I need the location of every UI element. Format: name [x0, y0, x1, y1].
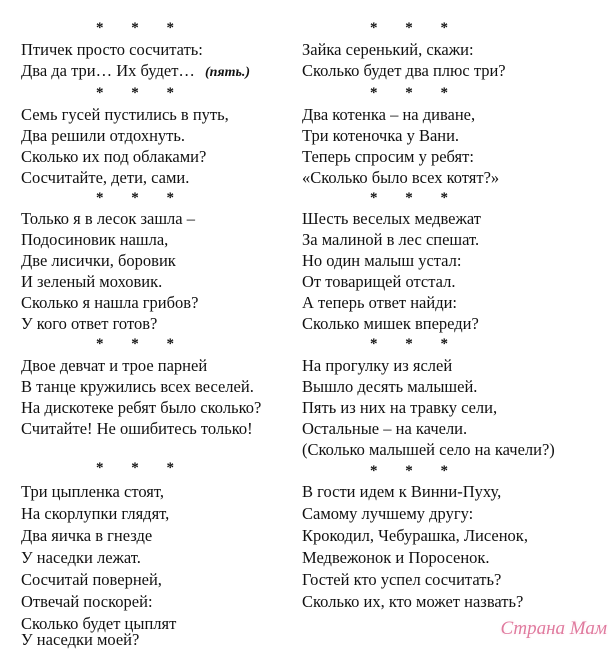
verse-line: Двое девчат и трое парней [21, 356, 208, 375]
verse-line: За малиной в лес спешат. [302, 230, 480, 249]
stars-separator: * * * [370, 336, 460, 352]
verse-line: Самому лучшему другу: [302, 504, 474, 523]
verse-line: Медвежонок и Поросенок. [302, 548, 490, 567]
verse-line: У наседки лежат. [21, 548, 141, 567]
verse-line: Зайка серенький, скажи: [302, 40, 474, 59]
verse-line: Остальные – на качели. [302, 419, 468, 438]
verse-line: От товарищей отстал. [302, 272, 456, 291]
verse-line: У кого ответ готов? [21, 314, 158, 333]
verse-line: На дискотеке ребят было сколько? [21, 398, 262, 417]
stars-separator: * * * [96, 85, 186, 101]
verse-line: Два да три… Их будет… (пять.) [21, 61, 251, 80]
stars-separator: * * * [370, 85, 460, 101]
verse-line: Отвечай поскорей: [21, 592, 153, 611]
verse-line: Сколько их, кто может назвать? [302, 592, 524, 611]
verse-line: Птичек просто сосчитать: [21, 40, 203, 59]
verse-line: И зеленый моховик. [21, 272, 163, 291]
verse-line: (Сколько малышей село на качели?) [302, 440, 555, 459]
verse-line: Но один малыш устал: [302, 251, 462, 270]
verse-line: Два решили отдохнуть. [21, 126, 186, 145]
verse-line: Два яичка в гнезде [21, 526, 153, 545]
verse-line: Гостей кто успел сосчитать? [302, 570, 502, 589]
verse-line: Сколько их под облаками? [21, 147, 207, 166]
verse-line: Подосиновик нашла, [21, 230, 169, 249]
verse-line: Пять из них на травку сели, [302, 398, 498, 417]
stars-separator: * * * [96, 460, 186, 476]
verse-line: В танце кружились всех веселей. [21, 377, 254, 396]
verse-line: Сколько будет два плюс три? [302, 61, 506, 80]
verse-line: На скорлупки глядят, [21, 504, 170, 523]
stars-separator: * * * [370, 190, 460, 206]
verse-line: Два котенка – на диване, [302, 105, 476, 124]
verse-line: Сосчитай поверней, [21, 570, 162, 589]
verse-line: У наседки моей? [21, 630, 140, 649]
verse-line: На прогулку из яслей [302, 356, 453, 375]
verse-line: В гости идем к Винни-Пуху, [302, 482, 502, 501]
verse-line: Две лисички, боровик [21, 251, 176, 270]
verse-line: А теперь ответ найди: [302, 293, 458, 312]
site-watermark: Страна Мам [500, 618, 607, 639]
stars-separator: * * * [96, 190, 186, 206]
verse-line: Только я в лесок зашла – [21, 209, 195, 228]
stars-separator: * * * [96, 336, 186, 352]
verse-line: Считайте! Не ошибитесь только! [21, 419, 253, 438]
verse-line: «Сколько было всех котят?» [302, 168, 500, 187]
verse-line: Сколько будет цыплят [21, 614, 177, 633]
verse-line: Три цыпленка стоят, [21, 482, 164, 501]
answer-note: (пять.) [204, 65, 251, 80]
verse-line: Крокодил, Чебурашка, Лисенок, [302, 526, 528, 545]
verse-line: Семь гусей пустились в путь, [21, 105, 229, 124]
stars-separator: * * * [96, 20, 186, 36]
verse-line: Вышло десять малышей. [302, 377, 478, 396]
verse-line: Шесть веселых медвежат [302, 209, 482, 228]
verse-line: Три котеночка у Вани. [302, 126, 460, 145]
verse-line: Теперь спросим у ребят: [302, 147, 474, 166]
verse-line: Сколько мишек впереди? [302, 314, 479, 333]
stars-separator: * * * [370, 20, 460, 36]
stars-separator: * * * [370, 463, 460, 479]
verse-line: Сосчитайте, дети, сами. [21, 168, 190, 187]
verse-line: Сколько я нашла грибов? [21, 293, 199, 312]
